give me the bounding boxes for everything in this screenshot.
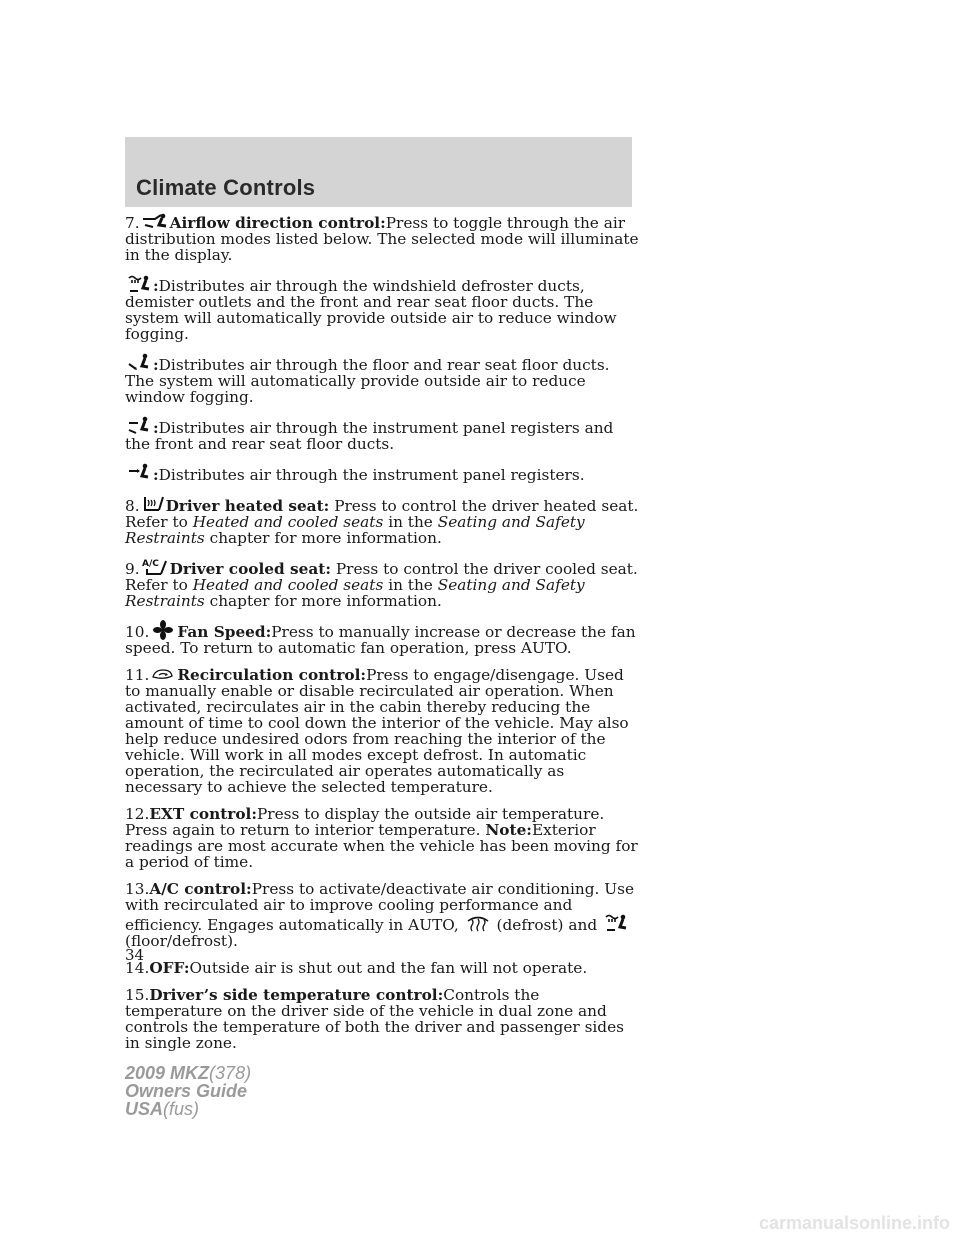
page-title: Climate Controls [136,175,316,200]
item-12: 12.EXT control:Press to display the outside air temperature. Press again to return to interior temperature. Note:Exterior readings are most accurate when the vehicle has been moving for a period of time. [125,805,638,871]
mode-floor: :Distributes air through the floor and rear seat floor ducts. The system will automatically provide outside air to reduce window fogging. [125,353,640,405]
item-8: 8. Driver heated seat: Press to control the driver heated seat. Refer to Heated and cooled seats in the Seating and Safety Restraints chapter for more information. [125,494,640,546]
recirculation-icon [150,667,176,683]
heated-seat-icon [141,494,165,514]
mode-panel-floor: :Distributes air through the instrument panel registers and the front and rear seat floor ducts. [125,416,640,452]
manual-content [125,213,640,1062]
item-7: 7. Airflow direction control:Press to toggle through the air distribution modes listed below. The selected mode will illuminate in the display. [125,214,639,264]
panel-mode-icon [126,463,152,483]
footer-guide-line: Owners Guide [125,1081,248,1101]
cooled-seat-icon [141,557,169,577]
fan-icon [150,620,176,640]
item-15: 15.Driver’s side temperature control:Controls the temperature on the driver side of the vehicle in dual zone and controls the temperature of both the driver and passenger sides in single zone. [125,986,625,1052]
watermark: carmanualsonline.info [758,1213,950,1233]
footer-model-line: 2009 MKZ(378) [125,1063,252,1083]
floor-defrost-icon [603,913,629,933]
mode-floor-defrost: :Distributes air through the windshield defroster ducts, demister outlets and the front and rear seat floor ducts. The system will automatically provide outside air to reduce window fogging. [125,274,640,342]
page-number: 34 [125,946,145,964]
floor-mode-icon [126,353,152,373]
defrost-icon [465,915,491,933]
item-14: 14.OFF:Outside air is shut out and the fan will not operate. [125,959,588,977]
item-11: 11. Recirculation control:Press to engage/disengage. Used to manually enable or disable recirculated air operation. When activated, recirculates air in the cabin thereby reducing the amount of time to cool down the interior of the vehicle. May also help reduce undesired odors from reaching the interior of the vehicle. Will work in all modes except defrost. In automatic operation, the recirculated air operates automatically as necessary to achieve the selected temperature. [125,666,629,796]
airflow-direction-icon [141,213,169,231]
item-9: 9. A/C Driver cooled seat: Press to control the driver cooled seat. Refer to Heated and cooled seats in the Seating and Safety Restraints chapter for more information. [125,559,638,610]
footer-region-line: USA(fus) [125,1099,200,1119]
footer [125,1064,251,1118]
item-10: 10. Fan Speed:Press to manually increase or decrease the fan speed. To return to automatic fan operation, press AUTO. [125,620,640,656]
item-13: 13.A/C control:Press to activate/deactivate air conditioning. Use with recirculated air to improve cooling performance and efficiency. Engages automatically in AUTO, (defrost) and (floor/defrost). [125,880,635,950]
header-bar [125,137,632,207]
floor-defrost-mode-icon [126,274,152,294]
panel-floor-mode-icon [126,416,152,436]
mode-panel: :Distributes air through the instrument panel registers. [125,463,640,483]
svg-text:A/C: A/C [141,559,159,569]
